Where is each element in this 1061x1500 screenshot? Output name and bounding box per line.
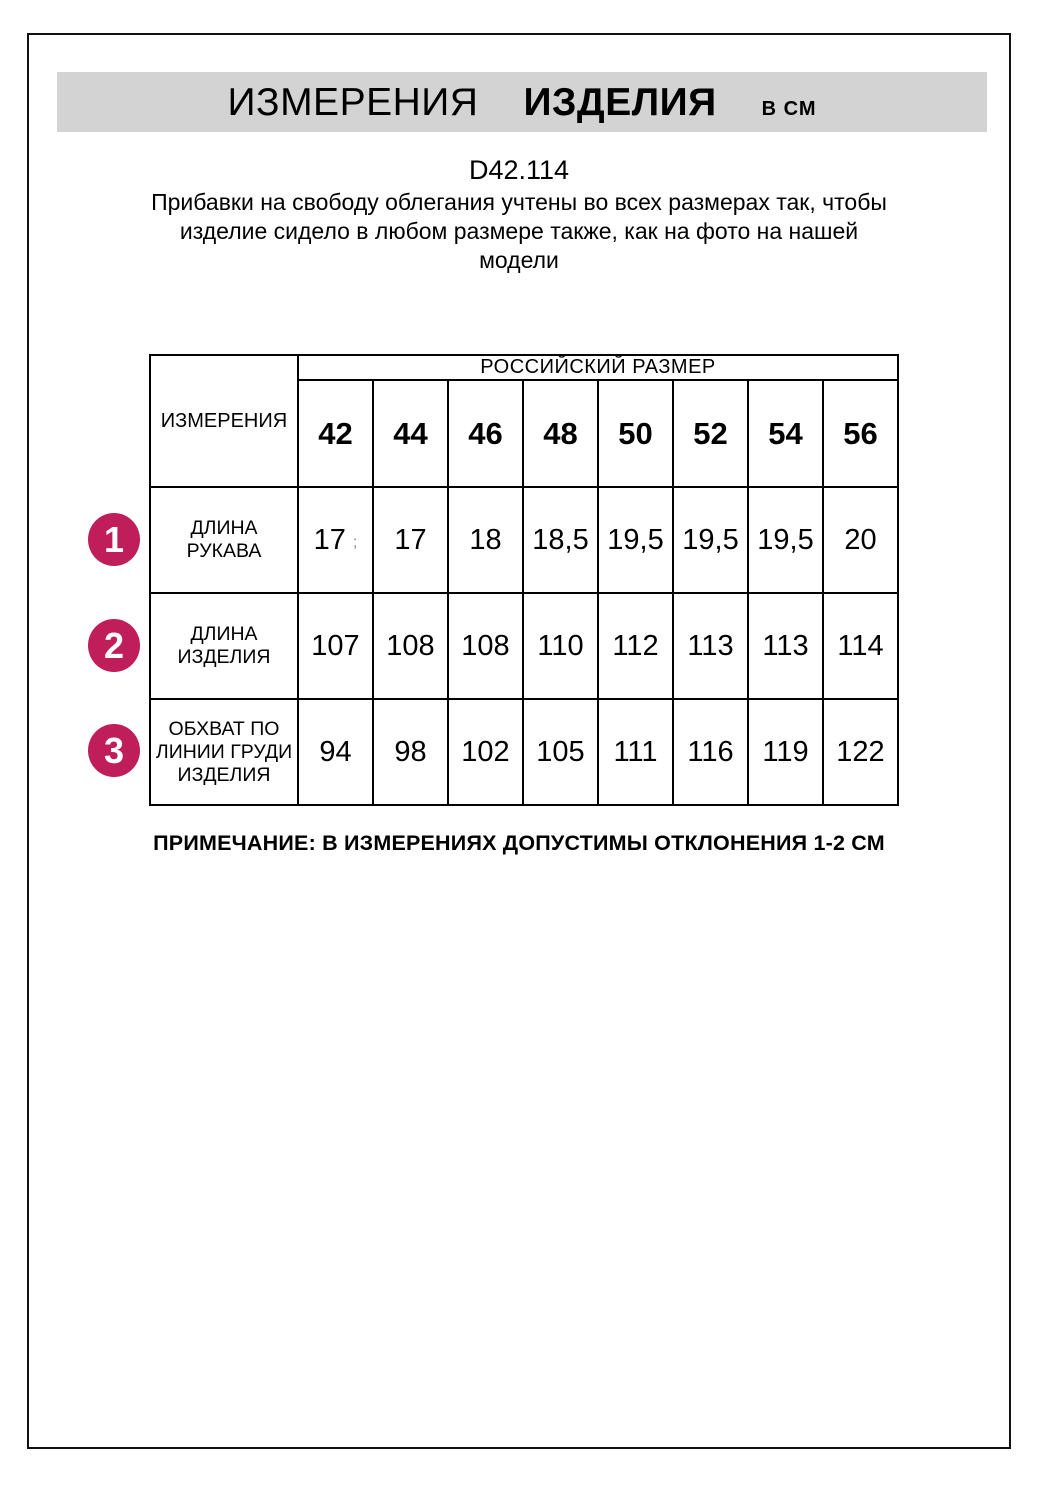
size-col-header: 44	[373, 380, 448, 487]
value-cell: 20	[823, 487, 898, 593]
value-cell: 105	[523, 699, 598, 805]
row-label: ДЛИНА РУКАВА	[150, 487, 298, 593]
value-cell: 122	[823, 699, 898, 805]
row-marker-1: 1	[88, 513, 140, 566]
size-col-header: 42	[298, 380, 373, 487]
size-col-header: 46	[448, 380, 523, 487]
value-cell: 102	[448, 699, 523, 805]
size-table-wrap	[149, 354, 899, 806]
header-bar	[57, 72, 987, 132]
title-product: ИЗДЕЛИЯ	[523, 81, 717, 124]
value-cell: 113	[748, 593, 823, 699]
value-cell: 112	[598, 593, 673, 699]
value-cell: 19,5	[748, 487, 823, 593]
value-cell: 17	[373, 487, 448, 593]
article-number: D42.114	[468, 155, 570, 185]
size-col-header: 52	[673, 380, 748, 487]
row-marker-3: 3	[88, 724, 140, 777]
value-cell: 107	[298, 593, 373, 699]
title-measurements: ИЗМЕРЕНИЯ	[227, 81, 479, 124]
value-cell: 18	[448, 487, 523, 593]
value-cell: 19,5	[673, 487, 748, 593]
page-frame	[27, 33, 1011, 1449]
table-row-sleeve-length	[150, 487, 898, 593]
row-label: ОБХВАТ ПО ЛИНИИ ГРУДИ ИЗДЕЛИЯ	[150, 699, 298, 805]
note-text: ПРИМЕЧАНИЕ: В ИЗМЕРЕНИЯХ ДОПУСТИМЫ ОТКЛОНЕНИЯ 1-2 СМ	[153, 831, 885, 855]
corner-label: ИЗМЕРЕНИЯ	[150, 355, 298, 487]
description-line-2: изделие сидело в любом размере также, как на фото на нашей	[179, 218, 859, 244]
value-cell: 98	[373, 699, 448, 805]
value-cell: 110	[523, 593, 598, 699]
value-cell: 119	[748, 699, 823, 805]
value-cell: 113	[673, 593, 748, 699]
value-cell: 108	[448, 593, 523, 699]
table-row-chest-girth	[150, 699, 898, 805]
table-row-item-length	[150, 593, 898, 699]
size-col-header: 54	[748, 380, 823, 487]
value-cell: 111	[598, 699, 673, 805]
print-artifact: ;	[352, 533, 358, 551]
value-cell: 18,5	[523, 487, 598, 593]
title-unit: В СМ	[761, 98, 817, 120]
value-cell: 114	[823, 593, 898, 699]
description-line-1: Прибавки на свободу облегания учтены во всех размерах так, чтобы	[151, 189, 887, 215]
value-cell: 116	[673, 699, 748, 805]
size-col-header: 56	[823, 380, 898, 487]
row-marker-2: 2	[88, 619, 140, 672]
value-cell: 108	[373, 593, 448, 699]
description	[29, 188, 1009, 275]
value-cell: 19,5	[598, 487, 673, 593]
size-col-header: 50	[598, 380, 673, 487]
size-col-header: 48	[523, 380, 598, 487]
row-label: ДЛИНА ИЗДЕЛИЯ	[150, 593, 298, 699]
description-line-3: модели	[479, 247, 559, 273]
value-cell: 94	[298, 699, 373, 805]
group-header: РОССИЙСКИЙ РАЗМЕР	[298, 355, 898, 380]
value-cell: 17 ;	[298, 487, 373, 593]
size-table	[149, 354, 899, 806]
